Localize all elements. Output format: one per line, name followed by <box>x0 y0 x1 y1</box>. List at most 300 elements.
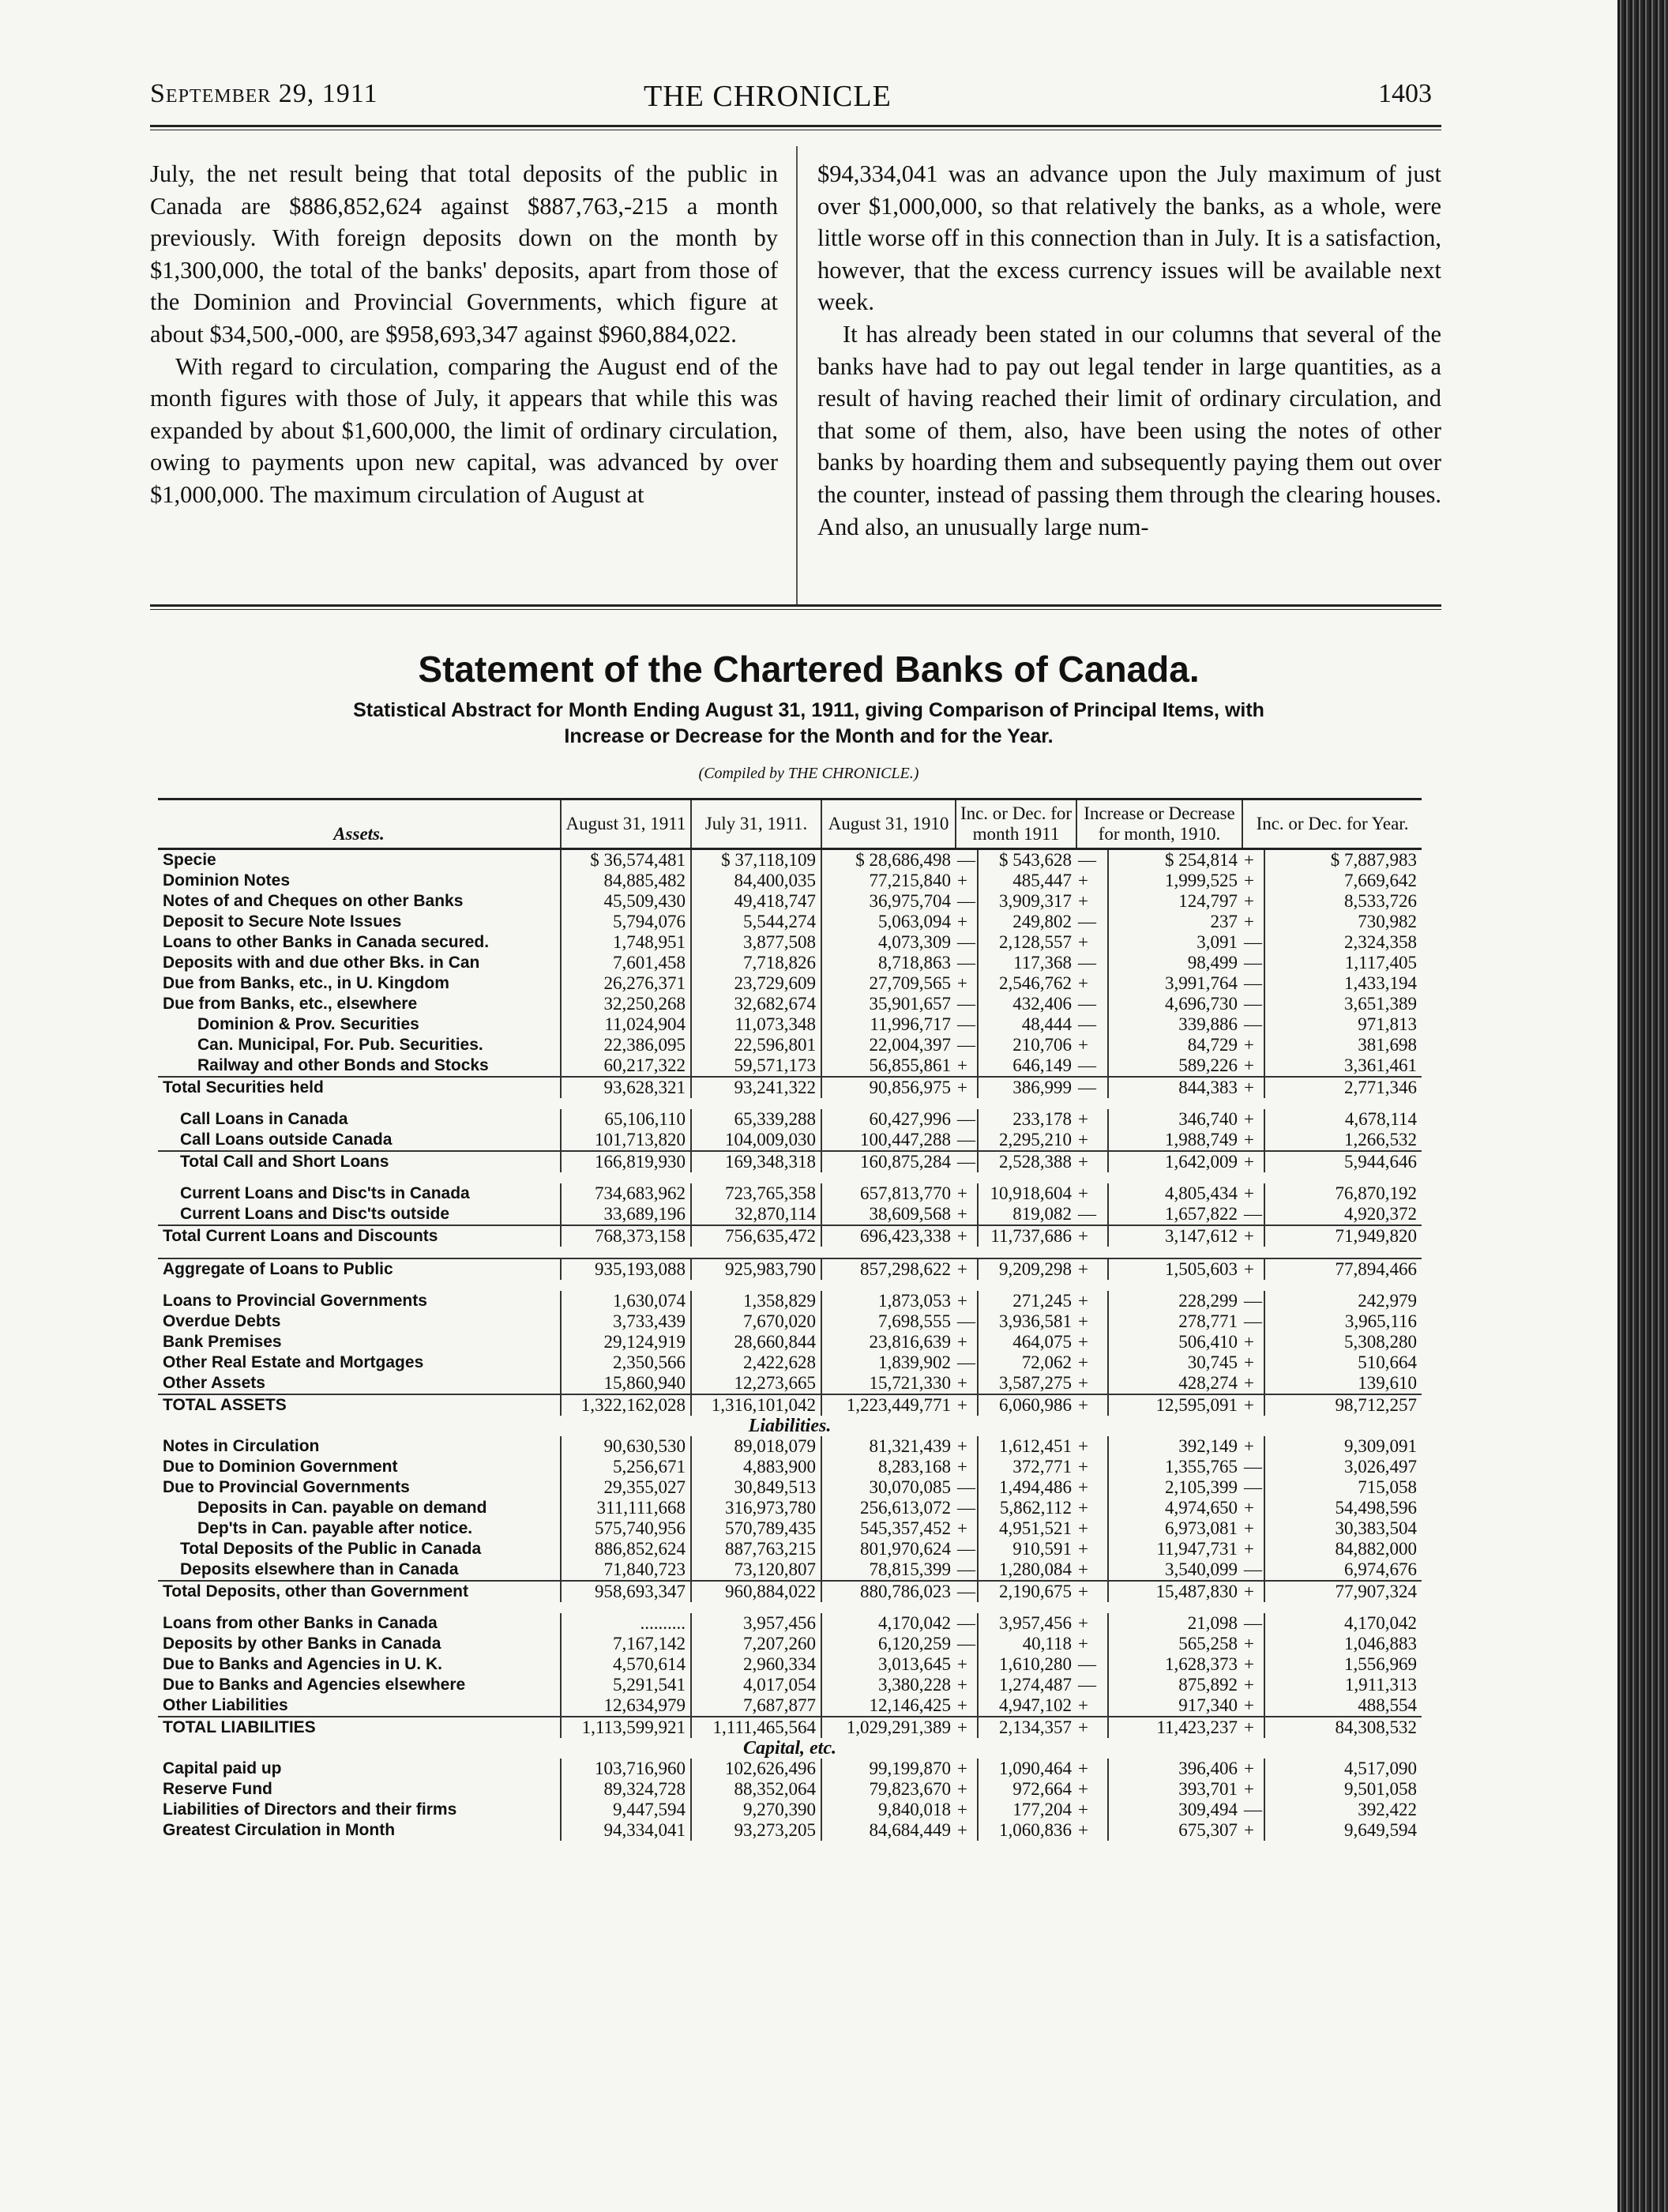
value-jul-1911: 12,273,665 <box>691 1373 821 1394</box>
row-label: TOTAL ASSETS <box>158 1394 561 1416</box>
value-aug-1911: 575,740,956 <box>561 1518 691 1539</box>
change-year: 5,944,646 <box>1264 1151 1422 1172</box>
value-jul-1911: 49,418,747 <box>691 891 821 912</box>
sign-month-1911: + <box>957 1436 967 1456</box>
sign-year: + <box>1244 850 1254 870</box>
statement-subtitle: Statistical Abstract for Month Ending August 31, 1911, giving Comparison of Principal Items, with <box>353 699 1264 721</box>
sign-month-1910: + <box>1078 1800 1088 1819</box>
value-aug-1910: 23,816,639 <box>821 1332 956 1352</box>
value-aug-1911: 32,250,268 <box>561 994 691 1014</box>
sign-month-1910: + <box>1078 973 1088 993</box>
header-rule <box>150 125 1441 127</box>
article-paragraph: $94,334,041 was an advance upon the July maximum of just over $1,000,000, so that relatively the banks, as a whole, were little worse off in this connection than in July. It is a satisfaction, however, that the excess currency issues will be available next week. <box>817 160 1441 316</box>
change-year: 8,533,726 <box>1264 891 1422 912</box>
row-label: Railway and other Bonds and Stocks <box>197 1056 489 1074</box>
change-month-1910: 4,696,730 <box>1108 994 1242 1014</box>
row-label: Call Loans outside Canada <box>180 1130 393 1149</box>
value-aug-1910: 880,786,023 <box>821 1581 956 1602</box>
change-month-1911: 1,090,464 <box>978 1759 1076 1779</box>
table-row <box>158 1077 1422 1098</box>
value-jul-1911: 1,111,465,564 <box>691 1717 821 1738</box>
value-jul-1911: 93,273,205 <box>691 1820 821 1841</box>
sign-month-1910: + <box>1078 1436 1088 1456</box>
spacer-cell <box>158 1247 1422 1258</box>
value-aug-1910: 657,813,770 <box>821 1183 956 1204</box>
change-year: 1,046,883 <box>1264 1634 1422 1654</box>
sign-month-1910: — <box>1078 850 1096 870</box>
table-row <box>158 1559 1422 1581</box>
value-aug-1911: 45,509,430 <box>561 891 691 912</box>
value-aug-1910: 84,684,449 <box>821 1820 956 1841</box>
value-aug-1911: 94,334,041 <box>561 1820 691 1841</box>
row-label: Bank Premises <box>163 1333 282 1351</box>
sign-month-1911: — <box>957 1613 975 1633</box>
change-year: 3,651,389 <box>1264 994 1422 1014</box>
change-month-1911: 9,209,298 <box>978 1258 1076 1280</box>
sign-year: — <box>1244 1800 1262 1819</box>
change-year: 4,517,090 <box>1264 1759 1422 1779</box>
value-aug-1911: 71,840,723 <box>561 1559 691 1581</box>
value-aug-1910: 79,823,670 <box>821 1779 956 1800</box>
change-month-1910: 11,947,731 <box>1108 1539 1242 1559</box>
sign-year: + <box>1242 1225 1264 1247</box>
sign-month-1910: + <box>1078 1559 1088 1579</box>
sign-month-1910: + <box>1078 1634 1088 1653</box>
change-year: 30,383,504 <box>1264 1518 1422 1539</box>
sign-year: — <box>1244 973 1262 993</box>
sign-month-1911: — <box>957 1014 975 1034</box>
row-label: Reserve Fund <box>163 1780 272 1798</box>
sign-month-1911: + <box>957 1373 967 1393</box>
sign-month-1911: — <box>957 850 975 870</box>
change-year: 2,324,358 <box>1264 932 1422 953</box>
sign-month-1911: + <box>957 1332 967 1352</box>
row-label: Deposits by other Banks in Canada <box>163 1635 441 1653</box>
change-month-1910: 428,274 <box>1108 1373 1242 1394</box>
sign-year: — <box>1244 953 1262 972</box>
change-month-1911: 40,118 <box>978 1634 1076 1654</box>
table-row <box>158 1779 1422 1800</box>
sign-month-1910: + <box>1078 1695 1088 1715</box>
sign-month-1910: — <box>1078 1675 1096 1695</box>
value-jul-1911: 22,596,801 <box>691 1035 821 1055</box>
row-label: TOTAL LIABILITIES <box>158 1717 561 1738</box>
table-row <box>158 1151 1422 1172</box>
sign-month-1910: + <box>1078 1109 1088 1129</box>
sign-year: + <box>1242 1258 1264 1280</box>
change-month-1910: 4,805,434 <box>1108 1183 1242 1204</box>
sign-month-1911: + <box>957 1204 967 1224</box>
value-jul-1911: 169,348,318 <box>691 1151 821 1172</box>
table-row <box>158 1183 1422 1204</box>
sign-year: + <box>1242 1717 1264 1738</box>
value-aug-1910: $ 28,686,498 <box>821 849 956 871</box>
sign-month-1910: — <box>1076 1077 1108 1098</box>
sign-month-1911: + <box>957 1675 967 1695</box>
sign-year: + <box>1244 1035 1254 1055</box>
sign-year: — <box>1244 1477 1262 1497</box>
change-year: 1,266,532 <box>1264 1130 1422 1151</box>
value-jul-1911: 3,877,508 <box>691 932 821 953</box>
article-paragraph: July, the net result being that total deposits of the public in Canada are $886,852,624 against $887,763,-215 a month previously. With foreign deposits down on the month by $1,300,000, the total of the banks' deposits, apart from those of the Dominion and Provincial Governments, which figure at about $34,500,-000, are $958,693,347 against $960,884,022. <box>150 160 778 348</box>
table-row <box>158 1014 1422 1035</box>
sign-month-1910: + <box>1078 1291 1088 1311</box>
change-month-1910: $ 254,814 <box>1108 849 1242 871</box>
value-aug-1910: 35,901,657 <box>821 994 956 1014</box>
value-jul-1911: 104,009,030 <box>691 1130 821 1151</box>
value-jul-1911: 32,682,674 <box>691 994 821 1014</box>
change-month-1911: 271,245 <box>978 1291 1076 1311</box>
value-aug-1911: 734,683,962 <box>561 1183 691 1204</box>
sign-month-1910: + <box>1078 1311 1088 1331</box>
change-year: 76,870,192 <box>1264 1183 1422 1204</box>
change-year: 1,911,313 <box>1264 1675 1422 1695</box>
sign-month-1910: + <box>1078 1613 1088 1633</box>
row-label: Other Liabilities <box>163 1696 288 1714</box>
change-month-1911: 3,909,317 <box>978 891 1076 912</box>
change-month-1911: 1,060,836 <box>978 1820 1076 1841</box>
value-aug-1911: 29,124,919 <box>561 1332 691 1352</box>
sign-month-1911: + <box>957 912 967 931</box>
sign-month-1910: — <box>1078 912 1096 931</box>
value-aug-1911: 90,630,530 <box>561 1436 691 1457</box>
value-aug-1910: 27,709,565 <box>821 973 956 994</box>
change-month-1911: 210,706 <box>978 1035 1076 1055</box>
change-month-1910: 3,991,764 <box>1108 973 1242 994</box>
change-month-1911: 10,918,604 <box>978 1183 1076 1204</box>
value-aug-1911: 29,355,027 <box>561 1477 691 1498</box>
value-aug-1911: 15,860,940 <box>561 1373 691 1394</box>
statement-subtitle: Increase or Decrease for the Month and for the Year. <box>564 725 1054 747</box>
table-row <box>158 1820 1422 1841</box>
change-year: 242,979 <box>1264 1291 1422 1311</box>
change-year: 715,058 <box>1264 1477 1422 1498</box>
section-row <box>158 1738 1422 1759</box>
row-label: Total Securities held <box>158 1077 561 1098</box>
value-aug-1910: 56,855,861 <box>821 1055 956 1077</box>
change-month-1911: 485,447 <box>978 871 1076 891</box>
sign-month-1911: + <box>957 1695 967 1715</box>
row-label: Overdue Debts <box>163 1312 281 1330</box>
spacer-cell <box>158 1172 1422 1183</box>
page-number: 1403 <box>1378 79 1432 108</box>
value-aug-1911: 9,447,594 <box>561 1800 691 1820</box>
sign-month-1911: + <box>957 1457 967 1477</box>
change-month-1910: 278,771 <box>1108 1311 1242 1332</box>
value-jul-1911: 30,849,513 <box>691 1477 821 1498</box>
change-month-1911: 249,802 <box>978 912 1076 932</box>
value-jul-1911: 5,544,274 <box>691 912 821 932</box>
change-year: 84,308,532 <box>1264 1717 1422 1738</box>
sign-month-1910: + <box>1078 1779 1088 1799</box>
change-year: 3,361,461 <box>1264 1055 1422 1077</box>
section-rule-thin <box>150 609 1441 610</box>
bank-statement-table <box>158 798 1422 1841</box>
change-month-1911: 5,862,112 <box>978 1498 1076 1518</box>
change-year: 2,771,346 <box>1264 1077 1422 1098</box>
change-year: 4,920,372 <box>1264 1204 1422 1225</box>
change-year: 54,498,596 <box>1264 1498 1422 1518</box>
sign-year: — <box>1244 1613 1262 1633</box>
value-jul-1911: 32,870,114 <box>691 1204 821 1225</box>
sign-year: — <box>1244 1457 1262 1477</box>
article-column-left <box>150 158 778 511</box>
sign-month-1910: + <box>1076 1581 1108 1602</box>
sign-year: + <box>1244 1654 1254 1674</box>
row-label: Due to Provincial Governments <box>163 1478 410 1496</box>
value-aug-1911: 166,819,930 <box>561 1151 691 1172</box>
value-jul-1911: $ 37,118,109 <box>691 849 821 871</box>
change-year: 971,813 <box>1264 1014 1422 1035</box>
value-aug-1911: 11,024,904 <box>561 1014 691 1035</box>
table-body <box>158 849 1422 1841</box>
table-row <box>158 849 1422 871</box>
change-month-1910: 3,540,099 <box>1108 1559 1242 1581</box>
value-aug-1910: 38,609,568 <box>821 1204 956 1225</box>
sign-month-1910: + <box>1078 1518 1088 1538</box>
table-row <box>158 953 1422 973</box>
row-label: Other Real Estate and Mortgages <box>163 1353 424 1371</box>
column-header: August 31, 1910 <box>821 799 956 849</box>
value-jul-1911: 73,120,807 <box>691 1559 821 1581</box>
sign-month-1910: + <box>1078 1539 1088 1559</box>
change-year: 5,308,280 <box>1264 1332 1422 1352</box>
value-jul-1911: 7,670,020 <box>691 1311 821 1332</box>
row-label: Due from Banks, etc., in U. Kingdom <box>163 974 449 992</box>
change-month-1910: 675,307 <box>1108 1820 1242 1841</box>
value-jul-1911: 7,718,826 <box>691 953 821 973</box>
change-month-1910: 844,383 <box>1108 1077 1242 1098</box>
table-row <box>158 1695 1422 1717</box>
sign-month-1911: — <box>957 1352 975 1372</box>
change-month-1911: 3,587,275 <box>978 1373 1076 1394</box>
sign-month-1910: + <box>1076 1394 1108 1416</box>
value-aug-1910: 1,873,053 <box>821 1291 956 1311</box>
value-jul-1911: 23,729,609 <box>691 973 821 994</box>
change-year: 6,974,676 <box>1264 1559 1422 1581</box>
sign-year: + <box>1244 891 1254 911</box>
change-month-1910: 1,642,009 <box>1108 1151 1242 1172</box>
sign-month-1911: — <box>957 994 975 1014</box>
value-jul-1911: 756,635,472 <box>691 1225 821 1247</box>
change-month-1911: 3,936,581 <box>978 1311 1076 1332</box>
sign-month-1910: + <box>1078 891 1088 911</box>
sign-month-1911: — <box>956 1581 978 1602</box>
value-aug-1910: 256,613,072 <box>821 1498 956 1518</box>
sign-month-1910: — <box>1078 953 1096 972</box>
change-month-1911: 48,444 <box>978 1014 1076 1035</box>
change-month-1910: 346,740 <box>1108 1109 1242 1130</box>
row-label: Loans to other Banks in Canada secured. <box>163 933 490 951</box>
value-jul-1911: 723,765,358 <box>691 1183 821 1204</box>
row-label: Specie <box>163 851 216 869</box>
change-month-1910: 12,595,091 <box>1108 1394 1242 1416</box>
value-aug-1911: 886,852,624 <box>561 1539 691 1559</box>
sign-year: + <box>1244 1055 1254 1075</box>
value-aug-1911: 12,634,979 <box>561 1695 691 1717</box>
change-month-1910: 1,355,765 <box>1108 1457 1242 1477</box>
value-jul-1911: 59,571,173 <box>691 1055 821 1077</box>
value-aug-1910: 1,839,902 <box>821 1352 956 1373</box>
sign-month-1911: + <box>957 1759 967 1778</box>
sign-year: — <box>1244 1311 1262 1331</box>
row-label: Loans to Provincial Governments <box>163 1292 427 1310</box>
value-jul-1911: 65,339,288 <box>691 1109 821 1130</box>
value-aug-1911: 5,256,671 <box>561 1457 691 1477</box>
value-aug-1910: 9,840,018 <box>821 1800 956 1820</box>
sign-month-1910: — <box>1078 1204 1096 1224</box>
sign-month-1911: — <box>957 1634 975 1653</box>
column-header: Inc. or Dec. for Year. <box>1242 799 1422 849</box>
change-month-1911: 4,951,521 <box>978 1518 1076 1539</box>
sign-month-1911: + <box>957 1291 967 1311</box>
table-row <box>158 1613 1422 1634</box>
change-year: 1,556,969 <box>1264 1654 1422 1675</box>
change-year: 4,170,042 <box>1264 1613 1422 1634</box>
sign-month-1910: + <box>1078 871 1088 890</box>
sign-month-1910: + <box>1078 1352 1088 1372</box>
change-month-1911: 233,178 <box>978 1109 1076 1130</box>
change-month-1911: 4,947,102 <box>978 1695 1076 1717</box>
change-month-1910: 15,487,830 <box>1108 1581 1242 1602</box>
table-row <box>158 1518 1422 1539</box>
section-row <box>158 1416 1422 1436</box>
value-aug-1910: 3,013,645 <box>821 1654 956 1675</box>
value-aug-1911: 22,386,095 <box>561 1035 691 1055</box>
change-month-1910: 392,149 <box>1108 1436 1242 1457</box>
change-year: 1,433,194 <box>1264 973 1422 994</box>
value-aug-1911: 768,373,158 <box>561 1225 691 1247</box>
table-row <box>158 1130 1422 1151</box>
change-year: 392,422 <box>1264 1800 1422 1820</box>
change-month-1910: 3,091 <box>1108 932 1242 953</box>
sign-month-1911: + <box>956 1717 978 1738</box>
sign-year: + <box>1242 1394 1264 1416</box>
change-month-1911: 6,060,986 <box>978 1394 1076 1416</box>
table-row <box>158 1225 1422 1247</box>
change-month-1910: 339,886 <box>1108 1014 1242 1035</box>
sign-year: + <box>1244 1675 1254 1695</box>
sign-year: + <box>1244 871 1254 890</box>
value-aug-1910: 11,996,717 <box>821 1014 956 1035</box>
row-label: Aggregate of Loans to Public <box>158 1258 561 1280</box>
table-row <box>158 1394 1422 1416</box>
change-year: 3,965,116 <box>1264 1311 1422 1332</box>
sign-month-1910: + <box>1078 1477 1088 1497</box>
column-header: Increase or Decrease for month, 1910. <box>1076 799 1242 849</box>
sign-month-1911: — <box>957 1130 975 1149</box>
change-month-1910: 11,423,237 <box>1108 1717 1242 1738</box>
value-aug-1910: 1,223,449,771 <box>821 1394 956 1416</box>
row-label: Total Current Loans and Discounts <box>158 1225 561 1247</box>
sign-month-1910: — <box>1078 1654 1096 1674</box>
change-month-1911: 819,082 <box>978 1204 1076 1225</box>
value-aug-1911: 101,713,820 <box>561 1130 691 1151</box>
statement-title: Statement of the Chartered Banks of Canada. <box>418 649 1200 690</box>
row-label: Total Deposits of the Public in Canada <box>180 1540 482 1558</box>
row-label: Call Loans in Canada <box>180 1110 348 1128</box>
sign-month-1910: + <box>1078 1759 1088 1778</box>
change-month-1910: 1,505,603 <box>1108 1258 1242 1280</box>
change-year: 4,678,114 <box>1264 1109 1422 1130</box>
value-aug-1911: 7,601,458 <box>561 953 691 973</box>
value-aug-1911: 1,322,162,028 <box>561 1394 691 1416</box>
value-aug-1910: 15,721,330 <box>821 1373 956 1394</box>
change-year: 77,907,324 <box>1264 1581 1422 1602</box>
value-aug-1910: 545,357,452 <box>821 1518 956 1539</box>
spacer-row <box>158 1098 1422 1109</box>
change-month-1910: 1,999,525 <box>1108 871 1242 891</box>
value-aug-1911: 65,106,110 <box>561 1109 691 1130</box>
table-row <box>158 1634 1422 1654</box>
value-jul-1911: 2,960,334 <box>691 1654 821 1675</box>
sign-month-1910: + <box>1078 1820 1088 1840</box>
row-label: Loans from other Banks in Canada <box>163 1614 438 1632</box>
change-month-1910: 506,410 <box>1108 1332 1242 1352</box>
value-aug-1911: 1,113,599,921 <box>561 1717 691 1738</box>
article-column-right <box>817 158 1441 543</box>
article-paragraph: It has already been stated in our columns that several of the banks have had to pay out legal tender in large quantities, as a result of having reached their limit of ordinary circulation, and that some of them, also, have been using the notes of other banks by hoarding them and subsequently paying them out over the counter, instead of passing them through the clearing houses. And also, an unusually large num- <box>817 320 1441 540</box>
change-month-1911: 910,591 <box>978 1539 1076 1559</box>
row-label: Other Assets <box>163 1374 265 1392</box>
book-edge <box>1617 0 1668 2212</box>
sign-month-1910: + <box>1076 1258 1108 1280</box>
change-month-1910: 396,406 <box>1108 1759 1242 1779</box>
value-aug-1911: 958,693,347 <box>561 1581 691 1602</box>
value-jul-1911: 93,241,322 <box>691 1077 821 1098</box>
section-heading: Capital, etc. <box>743 1738 836 1759</box>
change-month-1910: 2,105,399 <box>1108 1477 1242 1498</box>
sign-year: + <box>1244 1759 1254 1778</box>
value-jul-1911: 925,983,790 <box>691 1258 821 1280</box>
sign-month-1911: + <box>957 1055 967 1075</box>
table-row <box>158 1035 1422 1055</box>
row-label: Liabilities of Directors and their firms <box>163 1800 457 1819</box>
change-month-1911: 1,494,486 <box>978 1477 1076 1498</box>
sign-month-1911: + <box>957 973 967 993</box>
table-row <box>158 1800 1422 1820</box>
change-month-1911: 972,664 <box>978 1779 1076 1800</box>
change-month-1911: 646,149 <box>978 1055 1076 1077</box>
sign-year: + <box>1244 1436 1254 1456</box>
sign-month-1911: — <box>957 932 975 952</box>
row-label: Dep'ts in Can. payable after notice. <box>197 1519 473 1537</box>
spacer-row <box>158 1280 1422 1291</box>
sign-year: + <box>1244 1779 1254 1799</box>
sign-month-1910: + <box>1078 1035 1088 1055</box>
spacer-row <box>158 1247 1422 1258</box>
column-header: August 31, 1911 <box>561 799 691 849</box>
value-jul-1911: 887,763,215 <box>691 1539 821 1559</box>
sign-year: + <box>1244 1539 1254 1559</box>
row-label: Total Deposits, other than Government <box>158 1581 561 1602</box>
value-aug-1910: 4,073,309 <box>821 932 956 953</box>
change-year: 1,117,405 <box>1264 953 1422 973</box>
table-row <box>158 1291 1422 1311</box>
change-month-1910: 589,226 <box>1108 1055 1242 1077</box>
value-aug-1911: 5,794,076 <box>561 912 691 932</box>
row-label: Current Loans and Disc'ts in Canada <box>180 1184 470 1202</box>
sign-month-1910: — <box>1078 994 1096 1014</box>
sign-month-1911: + <box>956 1258 978 1280</box>
sign-month-1911: + <box>957 1800 967 1819</box>
column-header: July 31, 1911. <box>691 799 821 849</box>
table-row <box>158 1539 1422 1559</box>
sign-month-1910: — <box>1078 1055 1096 1075</box>
value-aug-1910: 696,423,338 <box>821 1225 956 1247</box>
sign-month-1911: + <box>957 1518 967 1538</box>
value-jul-1911: 316,973,780 <box>691 1498 821 1518</box>
